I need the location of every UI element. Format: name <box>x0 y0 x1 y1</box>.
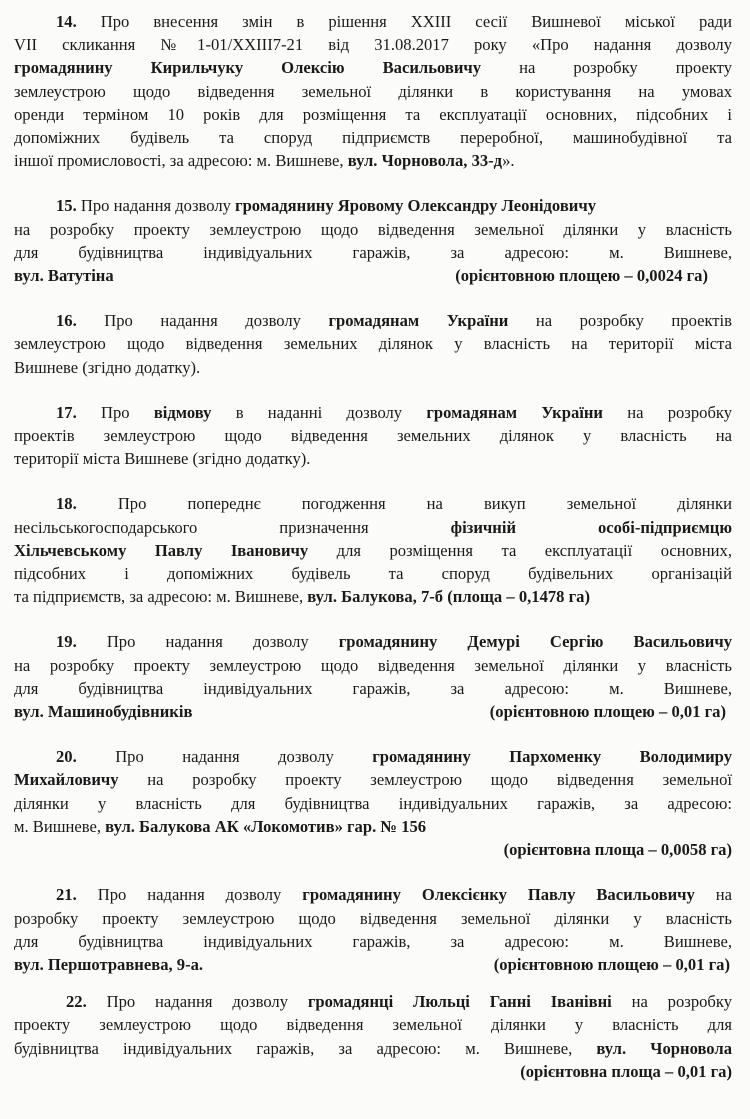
street: вул. Ватутіна <box>14 266 114 286</box>
item-17: 17. Про відмову в наданні дозволу громадянам України на розробку проектів землеустрою щодо відведення земельних ділянок у власність на території міста Вишневе (згідно додатку). <box>14 402 733 469</box>
item-number: 16. <box>56 311 77 331</box>
area: (орієнтовною площею – 0,01 га) <box>489 702 726 722</box>
item-22: 22. Про надання дозволу громадянці Люльці Ганні Іванівні на розробку проекту землеустрою щодо відведення земельної ділянки у власність для будівництва індивідуальних гаражів, за адресою: м. Вишневе, вул. Чорновола (орієнтовна площа – 0,01 га) <box>14 990 732 1083</box>
area: (орієнтовною площею – 0,0024 га) <box>455 266 708 286</box>
item-number: 19. <box>56 632 77 652</box>
item-15: 15. Про надання дозволу громадянину Яровому Олександру Леонідовичу на розробку проекту землеустрою щодо відведення земельної ділянки у власність для будівництва індивідуальних гаражів, за адресою: м. Вишневе, вул. Ватутіна (орієнтовною площею – 0,0024 га) <box>14 194 732 287</box>
item-number: 15. <box>56 196 77 216</box>
item-16: 16. Про надання дозволу громадянам України на розробку проектів землеустрою щодо відведення земельних ділянок у власність на території міста Вишневе (згідно додатку). <box>14 311 732 377</box>
area: (орієнтовна площа – 0,01 га) <box>520 1061 732 1081</box>
item-21: 21. Про надання дозволу громадянину Олексієнку Павлу Васильовичу на розробку проекту землеустрою щодо відведення земельної ділянки у власність для будівництва індивідуальних гаражів, за адресою: м. Вишневе, вул. Першотравнева, 9-а. (орієнтовною площею – 0,01 га) <box>14 883 732 976</box>
area: (орієнтовна площа – 0,0058 га) <box>503 840 732 860</box>
item-number: 18. <box>56 494 77 514</box>
item-number: 14. <box>56 12 77 31</box>
street: вул. Першотравнева, 9-а. <box>14 954 204 974</box>
area: (орієнтовною площею – 0,01 га) <box>493 954 730 974</box>
item-19: 19. Про надання дозволу громадянину Демурі Сергію Васильовичу на розробку проекту землеустрою щодо відведення земельної ділянки у власність для будівництва індивідуальних гаражів, за адресою: м. Вишневе, вул. Машинобудівників (орієнтовною площею – 0,01 га) <box>14 630 732 723</box>
street: вул. Машинобудівників <box>14 702 193 722</box>
item-20: 20. Про надання дозволу громадянину Пархоменку Володимиру Михайловичу на розробку проекту землеустрою щодо відведення земельної ділянки у власність для будівництва індивідуальних гаражів, за адресою: м. Вишневе, вул. Балукова АК «Локомотив» гар. № 156 (орієнтовна площа – 0,0058 га) <box>14 745 732 861</box>
item-number: 20. <box>56 747 77 767</box>
item-number: 22. <box>66 992 87 1012</box>
item-14: 14. Про внесення змін в рішення XXIII сесії Вишневої міської ради VII скликання №1-01/XXIII7-21 від 31.08.2017 року «Про надання дозволу громадянину Кирильчуку Олексію Васильовичу на розробку проекту землеустрою щодо відведення земельної ділянки в користування на умовах оренди терміном 10 років для розміщення та експлуатації основних, підсобних і допоміжних будівель та споруд підприємств переробної, машинобудівної та іншої промисловості, за адресою: м. Вишневе, вул. Чорновола, 33-д». <box>14 12 732 171</box>
item-number: 17. <box>56 402 77 422</box>
item-number: 21. <box>56 885 77 905</box>
item-18: 18. Про попереднє погодження на викуп земельної ділянки несільськогосподарського призначення фізичній особі-підприємцю Хільчевському Павлу Івановичу для розміщення та експлуатації основних, підсобних і допоміжних будівель та споруд будівельних організацій та підприємств, за адресою: м. Вишневе, вул. Балукова, 7-б (площа – 0,1478 га) <box>14 494 732 607</box>
